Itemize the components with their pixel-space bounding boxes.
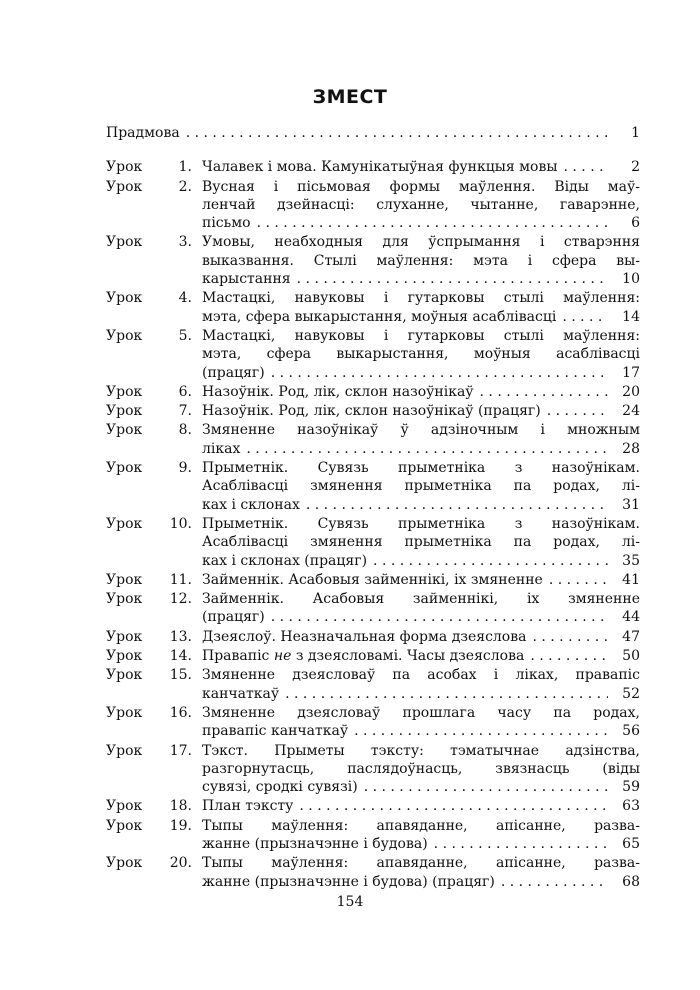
toc-entry-body (202, 515, 640, 570)
toc-entry-title-line: Прыметнік. Сувязь прыметніка з назоўнікам. (202, 460, 640, 477)
toc-entry[interactable] (106, 571, 640, 589)
toc-entry-page: 6 (631, 215, 640, 232)
toc-entry-body (202, 590, 640, 627)
toc-entry-title-line: мэта, сфера выкарыстання, моўныя асаблівасці (202, 346, 640, 363)
toc-entry-body (202, 383, 640, 401)
lesson-word: Урок (106, 628, 143, 645)
toc-entry-title-line: Мастацкі, навуковы і гутарковы стылі маўлення: (202, 327, 640, 344)
toc-entry-title-line: выказвання. Стылі маўлення: мэта і сфера вы- (202, 252, 640, 269)
toc-preface-page: 1 (631, 125, 640, 141)
toc-entry-page: 65 (622, 835, 640, 852)
lesson-number: 2. (178, 178, 192, 195)
toc-entry-body (202, 628, 640, 646)
dot-leader (434, 835, 608, 853)
lesson-label (106, 178, 202, 196)
lesson-word: Урок (106, 648, 143, 665)
lesson-word: Урок (106, 667, 143, 684)
lesson-label (106, 571, 202, 589)
lesson-word: Урок (106, 290, 143, 307)
lesson-label (106, 383, 202, 401)
lesson-label (106, 817, 202, 835)
dot-leader (549, 571, 608, 589)
lesson-label (106, 666, 202, 684)
toc-entry[interactable] (106, 817, 640, 854)
toc-entry[interactable] (106, 233, 640, 288)
dot-leader (480, 383, 608, 401)
toc-entry-title-line: Асаблівасці змянення прыметніка па родах, лі- (202, 478, 640, 495)
lesson-word: Урок (106, 704, 143, 721)
toc-entry[interactable] (106, 590, 640, 627)
toc-entry[interactable] (106, 459, 640, 514)
lesson-label (106, 515, 202, 533)
toc-entry-page: 24 (622, 403, 640, 420)
toc-entry-page: 63 (622, 798, 640, 815)
lesson-label (106, 421, 202, 439)
toc-entry-page: 41 (622, 571, 640, 588)
toc-entry-title-line: разгорнутасць, паслядоўнасць, звязнасць (віды (202, 760, 640, 777)
lesson-word: Урок (106, 798, 143, 815)
toc-entry-page: 56 (622, 723, 640, 740)
lesson-number: 5. (178, 327, 192, 344)
toc-entry-title-line: Тыпы маўлення: апавяданне, апісанне, разва- (202, 855, 640, 872)
dot-leader (562, 308, 608, 326)
lesson-label (106, 797, 202, 815)
toc-entry-page: 17 (622, 364, 640, 381)
toc-entry-body (202, 647, 640, 665)
dot-leader (271, 608, 608, 626)
lesson-number: 14. (169, 648, 192, 665)
toc-entry-body (202, 854, 640, 891)
dot-leader (297, 270, 608, 288)
lesson-label (106, 402, 202, 420)
lesson-word: Урок (106, 817, 143, 834)
toc-entry-page: 35 (622, 552, 640, 569)
toc-entry-body (202, 704, 640, 741)
dot-leader (364, 778, 608, 796)
toc-entry-title-line: (працяг) (202, 364, 265, 381)
toc-preface-title: Прадмова (106, 125, 180, 141)
lesson-label (106, 647, 202, 665)
toc-entry-title-line: ленчай дзейнасці: слуханне, чытанне, гаварэнне, (202, 196, 640, 213)
toc-entry-title-line: жанне (прызначэнне і будова) (202, 835, 428, 852)
page-title: ЗМЕСТ (312, 86, 388, 108)
toc-entry-body (202, 666, 640, 703)
lesson-number: 15. (169, 667, 192, 684)
toc-entry-title-line: ках і склонах (202, 496, 300, 513)
toc-entry-title-line: Чалавек і мова. Камунікатыўная функцыя мовы (202, 159, 558, 176)
lesson-word: Урок (106, 403, 143, 420)
page-number: 154 (336, 894, 364, 910)
toc-entry-page: 59 (622, 779, 640, 796)
toc-entry-title-line: Змяненне назоўнікаў ў адзіночным і множным (202, 422, 640, 439)
lesson-number: 11. (169, 571, 192, 588)
lesson-word: Урок (106, 460, 143, 477)
toc-entry-body (202, 158, 640, 176)
dot-leader (530, 647, 608, 665)
lesson-word: Урок (106, 159, 143, 176)
dot-leader (299, 797, 608, 815)
lesson-number: 3. (178, 234, 192, 251)
toc-entry-title-line: Назоўнік. Род, лік, склон назоўнікаў (працяг) (202, 403, 541, 420)
toc-entry-body (202, 742, 640, 797)
toc-entry-page: 68 (622, 873, 640, 890)
toc-entry[interactable] (106, 402, 640, 420)
lesson-label (106, 742, 202, 760)
toc-entry-body (202, 421, 640, 458)
lesson-number: 17. (169, 742, 192, 759)
lesson-word: Урок (106, 515, 143, 532)
toc-entry[interactable] (106, 178, 640, 233)
toc-entry-title-line: Вусная і пісьмовая формы маўлення. Віды маў- (202, 178, 640, 195)
lesson-number: 18. (169, 798, 192, 815)
toc-entry-body (202, 459, 640, 514)
toc-entry-page: 50 (622, 648, 640, 665)
toc-entry-title-line: Тэкст. Прыметы тэксту: тэматычнае адзінства, (202, 742, 640, 759)
dot-leader (501, 873, 608, 891)
toc-entry[interactable] (106, 704, 640, 741)
lesson-word: Урок (106, 422, 143, 439)
lesson-label (106, 704, 202, 722)
toc-entry-body (202, 817, 640, 854)
dot-leader (186, 124, 608, 142)
toc-entry-title-line: сувязі, сродкі сувязі) (202, 779, 358, 796)
dot-leader (547, 402, 608, 420)
toc-entry-title-line: Змяненне дзеясловаў прошлага часу па родах, (202, 704, 640, 721)
toc-entry[interactable] (106, 854, 640, 891)
toc-entry-title-line: Назоўнік. Род, лік, склон назоўнікаў (202, 383, 474, 400)
toc-entry-body (202, 797, 640, 815)
lesson-number: 7. (178, 403, 192, 420)
toc-entry[interactable] (106, 421, 640, 458)
toc-entry-title-line: Мастацкі, навуковы і гутарковы стылі маўлення: (202, 290, 640, 307)
toc-entry-body (202, 402, 640, 420)
lesson-number: 8. (178, 422, 192, 439)
toc-entry-title-line: мэта, сфера выкарыстання, моўныя асаблівасці (202, 308, 557, 325)
toc-entry-title-line: пісьмо (202, 215, 251, 232)
toc-entry-page: 14 (622, 308, 640, 325)
toc-entry-title-line: ках і склонах (працяг) (202, 552, 368, 569)
lesson-word: Урок (106, 742, 143, 759)
lesson-number: 6. (178, 383, 192, 400)
emphasis-particle: не (273, 648, 292, 665)
toc-entry[interactable] (106, 797, 640, 815)
dot-leader (564, 158, 609, 176)
lesson-word: Урок (106, 571, 143, 588)
toc-entry-title-line: Правапіс не з дзеясловамі. Часы дзеяслова (202, 648, 525, 665)
toc-entry-title-line: Змяненне дзеясловаў па асобах і ліках, правапіс (202, 667, 640, 684)
dot-leader (257, 214, 608, 232)
lesson-label (106, 289, 202, 307)
dot-leader (373, 552, 608, 570)
toc-entry-title-line: карыстання (202, 271, 291, 288)
lesson-number: 20. (169, 855, 192, 872)
toc-entry-title-line: Займеннік. Асабовыя займеннікі, іх змяненне (202, 591, 640, 608)
toc-entry-title-line: Умовы, неабходныя для ўспрымання і стварэння (202, 234, 640, 251)
lesson-number: 13. (169, 628, 192, 645)
lesson-word: Урок (106, 234, 143, 251)
lesson-number: 19. (169, 817, 192, 834)
toc-entry-page: 20 (622, 383, 640, 400)
toc-entry[interactable] (106, 327, 640, 382)
toc-entry-title-line: Прыметнік. Сувязь прыметніка з назоўнікам. (202, 515, 640, 532)
lesson-word: Урок (106, 855, 143, 872)
dot-leader (306, 496, 608, 514)
toc-entry-body (202, 571, 640, 589)
lesson-label (106, 459, 202, 477)
toc-entry-title-line: ліках (202, 440, 241, 457)
lesson-number: 9. (178, 460, 192, 477)
toc-entry[interactable] (106, 383, 640, 401)
lesson-word: Урок (106, 327, 143, 344)
toc-entry-title-line: Асаблівасці змянення прыметніка па родах, лі- (202, 534, 640, 551)
lesson-label (106, 327, 202, 345)
toc-entry-title-line: Займеннік. Асабовыя займеннікі, іх змяненне (202, 571, 543, 588)
toc-entry-page: 28 (622, 440, 640, 457)
lesson-label (106, 233, 202, 251)
dot-leader (285, 685, 608, 703)
table-of-contents (106, 124, 640, 891)
toc-entry-body (202, 233, 640, 288)
toc-entry-title-line: правапіс канчаткаў (202, 723, 349, 740)
toc-entries (106, 158, 640, 891)
toc-entry-body (202, 178, 640, 233)
toc-entry-body (202, 327, 640, 382)
toc-entry[interactable] (106, 742, 640, 797)
toc-entry-title-line: (працяг) (202, 609, 265, 626)
toc-entry[interactable] (106, 628, 640, 646)
lesson-word: Урок (106, 178, 143, 195)
lesson-word: Урок (106, 591, 143, 608)
toc-entry[interactable] (106, 289, 640, 326)
toc-entry[interactable] (106, 666, 640, 703)
toc-preface-entry[interactable] (106, 124, 640, 142)
toc-entry-title-line: Дзеяслоў. Неазначальная форма дзеяслова (202, 628, 527, 645)
lesson-number: 4. (178, 290, 192, 307)
toc-entry-page: 52 (622, 685, 640, 702)
toc-entry[interactable] (106, 647, 640, 665)
lesson-number: 16. (169, 704, 192, 721)
toc-entry-page: 47 (622, 628, 640, 645)
lesson-label (106, 590, 202, 608)
toc-entry[interactable] (106, 515, 640, 570)
dot-leader (271, 364, 608, 382)
dot-leader (246, 440, 608, 458)
toc-entry-body (202, 289, 640, 326)
toc-entry[interactable] (106, 158, 640, 176)
lesson-number: 12. (169, 591, 192, 608)
lesson-number: 1. (178, 159, 192, 176)
dot-leader (354, 722, 608, 740)
toc-entry-title-line: План тэксту (202, 798, 294, 815)
toc-entry-page: 10 (622, 271, 640, 288)
lesson-label (106, 158, 202, 176)
toc-entry-title-line: жанне (прызначэнне і будова) (працяг) (202, 873, 495, 890)
lesson-label (106, 854, 202, 872)
lesson-word: Урок (106, 383, 143, 400)
dot-leader (532, 628, 608, 646)
toc-entry-title-line: Тыпы маўлення: апавяданне, апісанне, разва- (202, 817, 640, 834)
toc-entry-title-line: канчаткаў (202, 685, 280, 702)
toc-entry-page: 44 (622, 609, 640, 626)
toc-entry-page: 31 (622, 496, 640, 513)
lesson-number: 10. (169, 515, 192, 532)
lesson-label (106, 628, 202, 646)
toc-entry-page: 2 (631, 159, 640, 176)
